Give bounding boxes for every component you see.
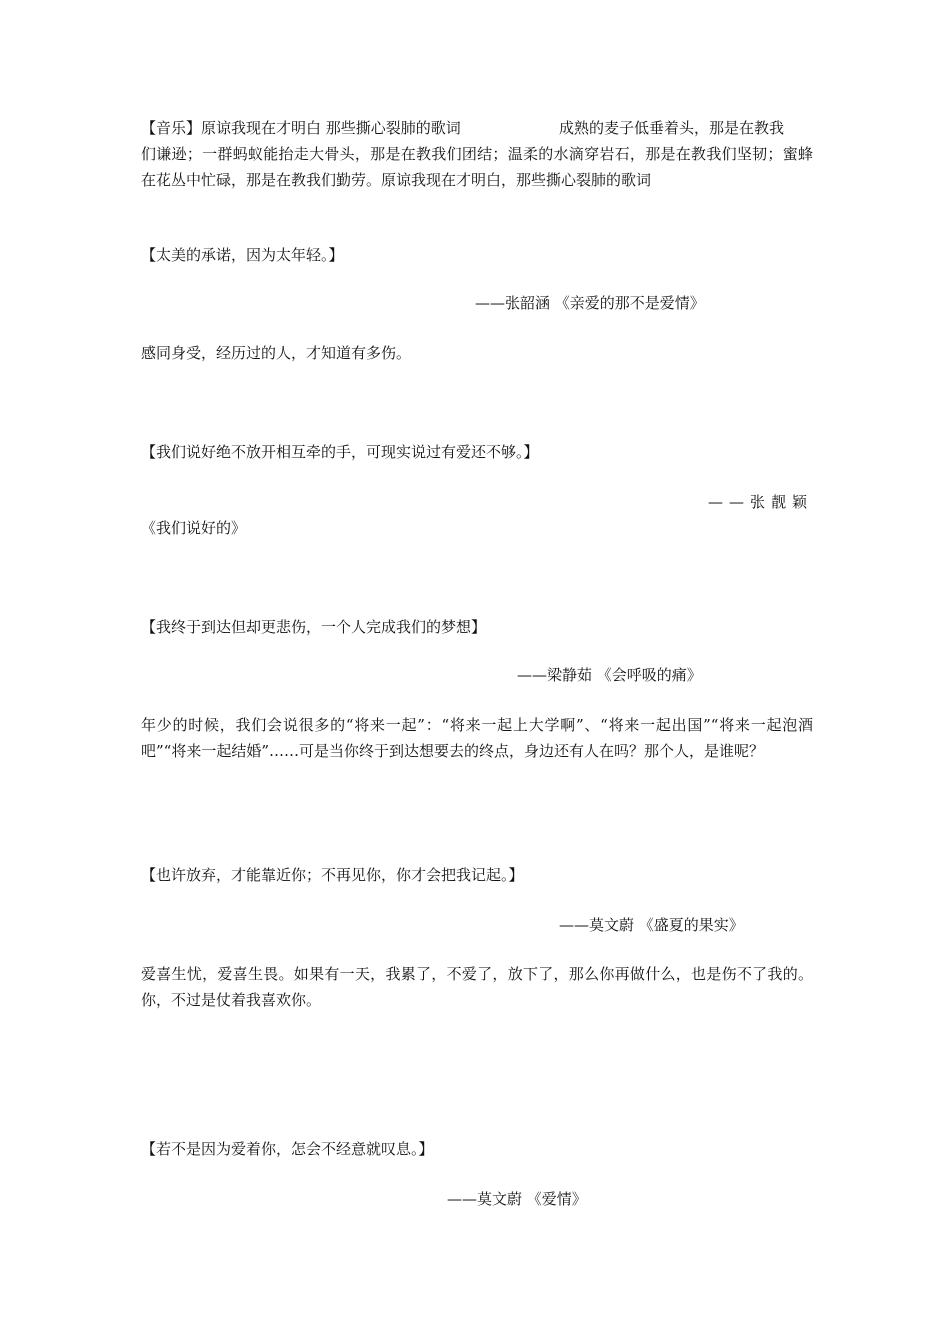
lyric-attribution: ——梁静茹 《会呼吸的痛》 xyxy=(517,666,702,684)
lyric-commentary: 年少的时候，我们会说很多的“将来一起”：“将来一起上大学啊”、“将来一起出国”“将来一起泡酒吧”“将来一起结婚”……可是当你终于到达想要去的终点，身边还有人在吗？那个人，是谁呢？ xyxy=(141,716,813,760)
lyric-quote: 【也许放弃，才能靠近你；不再见你，你才会把我记起。】 xyxy=(141,866,524,884)
music-paragraph-continued: 们谦逊；一群蚂蚁能抬走大骨头，那是在教我们团结；温柔的水滴穿岩石，那是在教我们坚韧；蜜蜂在花丛中忙碌，那是在教我们勤劳。原谅我现在才明白，那些撕心裂肺的歌词 xyxy=(141,145,813,189)
lyric-quote: 【我们说好绝不放开相互牵的手，可现实说过有爱还不够。】 xyxy=(141,443,539,461)
lyric-commentary: 感同身受，经历过的人，才知道有多伤。 xyxy=(141,344,412,362)
lyric-attribution-artist: ——张靓颖 xyxy=(707,493,813,511)
lyric-quote: 【太美的承诺，因为太年轻。】 xyxy=(141,246,344,264)
music-paragraph-line1-end: 成熟的麦子低垂着头，那是在教我 xyxy=(559,119,785,137)
lyric-attribution: ——莫文蔚 《盛夏的果实》 xyxy=(559,916,744,934)
music-paragraph-line1-start: 【音乐】原谅我现在才明白 那些撕心裂肺的歌词 xyxy=(141,119,461,137)
lyric-attribution-song: 《我们说好的》 xyxy=(141,519,247,537)
lyric-quote: 【若不是因为爱着你，怎会不经意就叹息。】 xyxy=(141,1140,434,1158)
lyric-quote: 【我终于到达但却更悲伤，一个人完成我们的梦想】 xyxy=(141,618,487,636)
lyric-commentary: 爱喜生忧，爱喜生畏。如果有一天，我累了，不爱了，放下了，那么你再做什么，也是伤不了我的。你，不过是仗着我喜欢你。 xyxy=(141,965,813,1009)
lyric-attribution: ——莫文蔚 《爱情》 xyxy=(447,1190,587,1208)
lyric-attribution: ——张韶涵 《亲爱的那不是爱情》 xyxy=(475,294,705,312)
